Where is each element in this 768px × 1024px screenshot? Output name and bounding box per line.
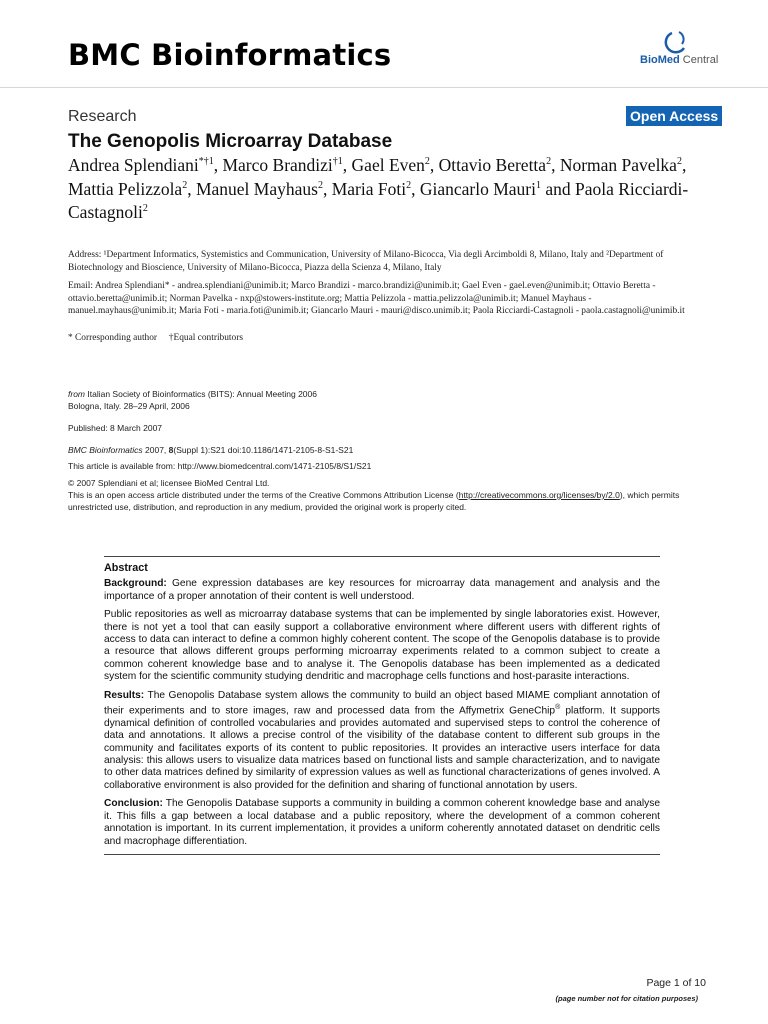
abstract-background [104,578,660,603]
section-label: Research [68,108,137,125]
author-separator: , [681,155,687,175]
author-affiliation-mark: 1 [535,179,541,191]
published-date: Published: 8 March 2007 [68,423,163,433]
copyright-block [68,478,688,513]
citation-details: (Suppl 1):S21 doi:10.1186/1471-2105-8-S1-S21 [173,445,354,455]
author-affiliation-mark: 2 [424,156,430,168]
author-affiliation-mark: 2 [142,203,148,215]
author-separator: , [429,155,439,175]
meeting-location: Bologna, Italy. 28–29 April, 2006 [68,400,190,411]
citation-year: 2007, [145,445,167,455]
abstract-top-rule [104,556,660,557]
citation-volume: 8 [168,445,174,455]
abstract-bottom-rule [104,854,660,855]
author-affiliation-mark: 2 [317,179,323,191]
author-affiliation-mark: †1 [332,156,343,168]
paper-title: The Genopolis Microarray Database [68,131,393,152]
license-link[interactable]: http://creativecommons.org/licenses/by/2.0 [458,489,620,500]
author-affiliation-mark: 2 [406,179,412,191]
corresponding-author-note: * Corresponding author [68,333,158,343]
license-text-post: ), which permits unrestricted use, distribution, and reproduction in any medium, provided the original work is properly cited. [68,489,680,512]
logo-biomed: BioMed [640,54,680,66]
author-notes [68,332,243,345]
meeting-info [68,389,317,413]
author-name: Manuel Mayhaus [195,178,318,199]
citation-journal: BMC Bioinformatics [68,445,143,455]
page-number-note: (page number not for citation purposes) [555,994,698,1003]
conclusion-text: The Genopolis Database supports a community in building a common coherent knowledge base and analyse it. This fills a gap between a local database and a public repository, where the development of a common coherent annotation is important. In its current implementation, it provides a uniform coherently annotated dataset on dendritic cells and macrophage differentiation. [104,798,660,847]
background-text: Gene expression databases are key resources for microarray data management and analysis and the importance of a proper annotation of their content is well understood. [104,578,660,602]
author-name: Ottavio Beretta [438,155,547,175]
from-label: from [68,389,85,399]
abstract-background-2: Public repositories as well as microarray database systems that can be implemented by single laboratories exist. However, there is not yet a tool that can easily support a collaborative environment where different users with different rights of access to data can interact to define a common highly coherent content. The scope of the Genopolis database is to provide a resource that allows different groups performing microarray experiments related to a common subject to create a common coherent knowledge base and to analyse it. The Genopolis database has been implemented as a dedicated system for the scientific community studying dendritic and macrophage cells functions and host-parasite interactions. [104,609,660,683]
author-name: Andrea Splendiani [68,155,199,175]
meeting-name: Italian Society of Bioinformatics (BITS): Annual Meeting 2006 [87,389,317,399]
equal-contributors-note: †Equal contributors [168,333,243,343]
biomed-central-logo[interactable] [638,30,730,70]
abstract-results [104,690,660,793]
logo-central: Central [682,54,719,66]
author-affiliation-mark: 2 [182,179,188,191]
header-divider [0,87,768,88]
abstract-box [104,556,660,855]
author-affiliation-mark: *†1 [198,156,214,168]
results-text-post: platform. It supports dynamical definition of controlled vocabularies and provides automated and supervised steps to control the coherence of data and annotations. It allows a precise control of the visibility of the database content to different sub groups in the community and facilitates exports of its content to public repositories. It provides an interactive users interface for data analysis: this allows users to visualize data matrices based on functional lists and sample characterization, and to navigate to other data matrices defined by similarity of expression values as well as functional characterizations of genes involved. A collaborative environment is also provided for the definition and sharing of functional annotation by users. [104,705,661,791]
author-name: Paola Ricciardi-Castagnoli [68,178,689,222]
author-separator: , [213,155,223,175]
author-name: Giancarlo Mauri [419,178,536,199]
registered-mark: ® [555,704,561,712]
author-name: Maria Foti [331,178,407,199]
biomed-crescent-icon [662,30,692,54]
citation [68,445,353,457]
author-separator: , [551,155,560,175]
conclusion-label: Conclusion: [104,798,163,810]
abstract-conclusion [104,798,660,848]
logo-text [640,54,718,66]
results-text-pre: The Genopolis Database system allows the community to build an object based MIAME compliant annotation of their experiments and to store images, raw and processed data from the Affymetrix GeneChip [104,689,660,717]
journal-title: BMC Bioinformatics [68,38,392,72]
author-separator: , [187,178,196,199]
abstract-heading: Abstract [104,562,148,574]
background-label: Background: [104,578,167,590]
copyright-line: © 2007 Splendiani et al; licensee BioMed Central Ltd. [68,478,270,488]
author-name: Gael Even [351,155,425,175]
author-separator: and [540,178,575,199]
author-affiliation-mark: 2 [676,156,682,168]
author-address: Address: ¹Department Informatics, Systemistics and Communication, University of Milano-Bicocca, Via degli Arcimboldi 8, Milano, Italy and ²Department of Biotechnology and Bioscience, University of Milano-Bicocca, Piazza della Scienza 4, Milano, Italy [68,250,664,273]
author-name: Mattia Pelizzola [68,178,183,199]
author-name: Marco Brandizi [222,155,333,175]
author-emails[interactable]: Email: Andrea Splendiani* - andrea.splendiani@unimib.it; Marco Brandizi - marco.brandizi@unimib.it; Gael Even - gael.even@unimib.it; Ottavio Beretta - ottavio.beretta@unimib.it; Norman Pavelka - nxp@stowers-institute.org; Mattia Pelizzola - mattia.pelizzola@unimib.it; Manuel Mayhaus - manuel.mayhaus@unimib.it; Maria Foti - maria.foti@unimib.it; Giancarlo Mauri - mauri@disco.unimib.it; Paola Ricciardi-Castagnoli - paola.castagnoli@unimib.it [68,281,685,317]
author-separator: , [411,178,420,199]
license-text-pre: This is an open access article distributed under the terms of the Creative Commons Attribution License ( [68,489,459,500]
results-label: Results: [104,689,145,701]
open-access-badge[interactable]: Open Access [626,106,722,126]
author-separator: , [342,155,352,175]
page-number: Page 1 of 10 [646,977,706,989]
author-affiliation-mark: 2 [546,156,552,168]
availability-url[interactable]: This article is available from: http://www.biomedcentral.com/1471-2105/8/S1/S21 [68,461,372,471]
author-list [68,154,718,225]
author-separator: , [322,178,332,199]
author-name: Norman Pavelka [559,155,677,175]
